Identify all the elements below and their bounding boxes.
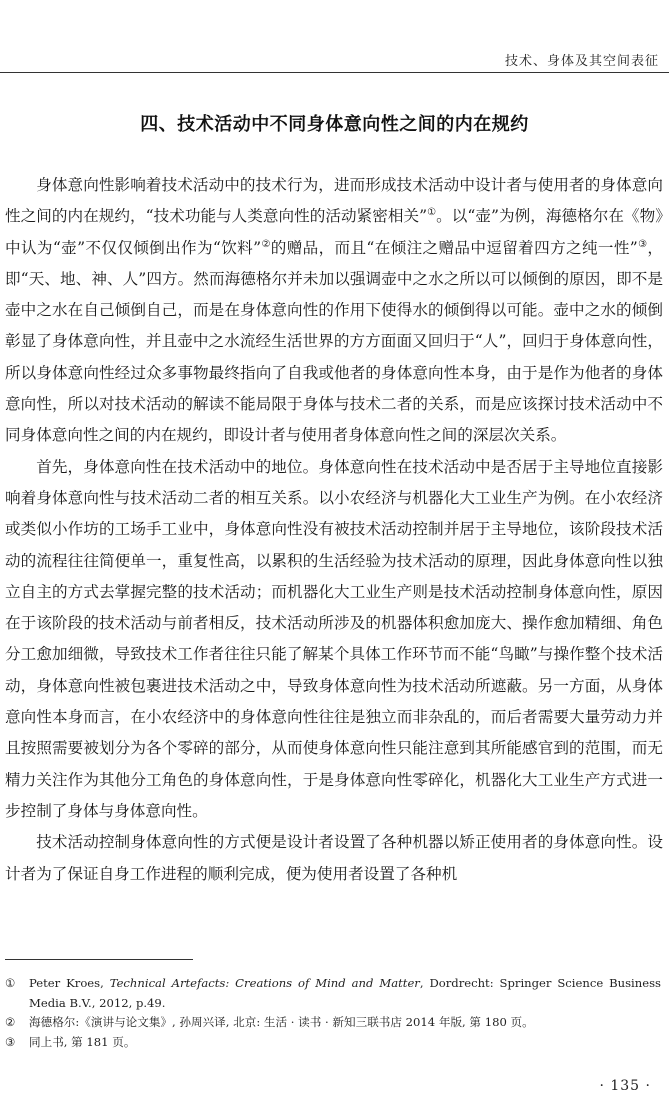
footnote-number: ② (5, 1015, 16, 1029)
footnote-publication: , Dordrecht: Springer Science Business Media B.V., 2012, p.49. (29, 976, 661, 1010)
page-number: · 135 · (599, 1078, 651, 1094)
footnote-text (29, 974, 661, 1013)
header-rule (0, 72, 669, 73)
paragraph-3: 技术活动控制身体意向性的方式便是设计者设置了各种机器以矫正使用者的身体意向性。设计者为了保证自身工作进程的顺利完成，便为使用者设置了各种机 (5, 833, 663, 883)
paragraph-1-part-4: ，即“天、地、神、人”四方。然而海德格尔并未加以强调壶中之水之所以可以倾倒的原因，即不是壶中之水在自己倾倒自己，而是在身体意向性的作用下使得水的倾倒得以可能。壶中之水的倾倒彰显了身体意向性，并且壶中之水流经生活世界的方方面面又回归于“人”，回归于身体意向性，所以身体意向性经过众多事物最终指向了自我或他者的身体意向性本身，由于是作为他者的身体意向性，所以对技术活动的解读不能局限于身体与技术二者的关系，而是应该探讨技术活动中不同身体意向性之间的内在规约，即设计者与使用者身体意向性之间的深层次关系。 (5, 238, 664, 445)
footnote-ref-1[interactable]: ① (427, 207, 437, 219)
footnote-text: 海德格尔:《演讲与论文集》, 孙周兴译, 北京: 生活 · 读书 · 新知三联书店 2014 年版, 第 180 页。 (29, 1015, 534, 1029)
footnotes (5, 974, 661, 1052)
footnote-ref-3[interactable]: ③ (637, 238, 648, 250)
footnote-author: Peter Kroes, (29, 976, 110, 990)
section-title: 四、技术活动中不同身体意向性之间的内在规约 (140, 114, 529, 135)
running-head: 技术、身体及其空间表征 (504, 54, 659, 69)
footnote-1 (5, 974, 661, 1013)
paragraph-1-part-2: 。以“壶”为例，海德格尔在《物》中认为“壶”不仅仅倾倒出作为“饮料” (5, 207, 663, 257)
footnote-number: ③ (5, 1034, 16, 1049)
footnote-ref-2[interactable]: ② (261, 238, 271, 250)
body-text (5, 170, 663, 890)
paragraph-2: 首先，身体意向性在技术活动中的地位。身体意向性在技术活动中是否居于主导地位直接影响着身体意向性与技术活动二者的相互关系。以小农经济与机器化大工业生产为例。在小农经济或类似小作坊的工场手工业中，身体意向性没有被技术活动控制并居于主导地位，该阶段技术活动的流程往往简便单一，重复性高，以累积的生活经验为技术活动的原理，因此身体意向性以独立自主的方式去掌握完整的技术活动；而机器化大工业生产则是技术活动控制身体意向性，原因在于该阶段的技术活动与前者相反，技术活动所涉及的机器体积愈加庞大、操作愈加精细、角色分工愈加细微，导致技术工作者往往只能了解某个具体工作环节而不能“鸟瞰”与操作整个技术活动，身体意向性被包裹进技术活动之中，导致身体意向性为技术活动所遮蔽。另一方面，从身体意向性本身而言，在小农经济中的身体意向性往往是独立而非杂乱的，而后者需要大量劳动力并且按照需要被划分为各个零碎的部分，从而使身体意向性只能注意到其所能感官到的范围，而无精力关注作为其他分工角色的身体意向性，于是身体意向性零碎化，机器化大工业生产方式进一步控制了身体与身体意向性。 (5, 457, 663, 820)
paragraph-1 (5, 170, 663, 452)
footnote-book-title: Technical Artefacts: Creations of Mind and Matter (109, 976, 420, 990)
paragraph-1-part-3: 的赠品，而且“在倾注之赠品中逗留着四方之纯一性” (270, 238, 638, 257)
footnote-text: 同上书, 第 181 页。 (29, 1034, 136, 1049)
footnote-2 (5, 1013, 661, 1033)
footnote-3 (5, 1033, 661, 1053)
footnote-rule (5, 959, 193, 960)
footnote-number: ① (5, 976, 16, 990)
paragraph-1-part-1: 身体意向性影响着技术活动中的技术行为，进而形成技术活动中设计者与使用者的身体意向性之间的内在规约，“技术功能与人类意向性的活动紧密相关” (5, 176, 663, 226)
